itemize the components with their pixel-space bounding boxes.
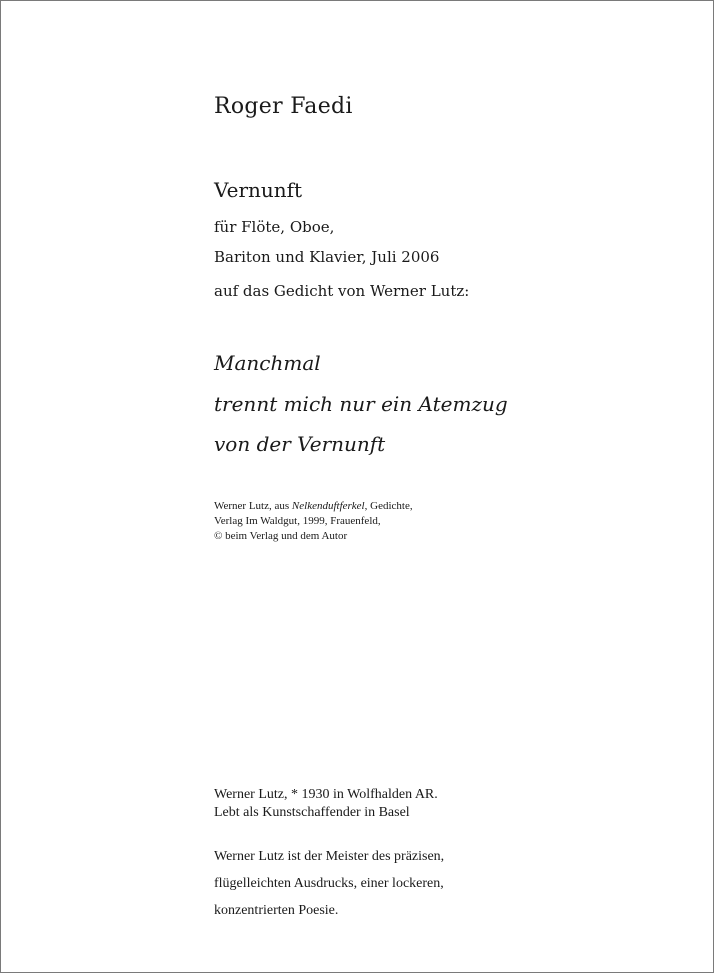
credit-suffix: , Gedichte, bbox=[364, 500, 413, 512]
bio-line: Werner Lutz, * 1930 in Wolfhalden AR. bbox=[214, 787, 438, 802]
credit-prefix: Werner Lutz, aus bbox=[214, 500, 292, 512]
credit-line-1 bbox=[214, 499, 413, 514]
instrumentation-line: für Flöte, Oboe, bbox=[214, 218, 335, 236]
work-title: Vernunft bbox=[214, 178, 303, 202]
credit-line-3: © beim Verlag und dem Autor bbox=[214, 530, 348, 542]
poem-source-line: auf das Gedicht von Werner Lutz: bbox=[214, 282, 470, 300]
poem-line: von der Vernunft bbox=[214, 432, 386, 456]
description-line: Werner Lutz ist der Meister des präzisen, bbox=[214, 849, 445, 864]
instrumentation-date-line: Bariton und Klavier, Juli 2006 bbox=[214, 248, 440, 266]
poem-line: Manchmal bbox=[214, 351, 321, 375]
poet-bio bbox=[214, 786, 438, 822]
poem-line: trennt mich nur ein Atemzug bbox=[214, 392, 508, 416]
description-line: flügelleichten Ausdrucks, einer lockeren, bbox=[214, 876, 444, 891]
credit-line-2: Verlag Im Waldgut, 1999, Frauenfeld, bbox=[214, 515, 381, 527]
description-line: konzentrierten Poesie. bbox=[214, 903, 339, 918]
copyright-credit bbox=[214, 499, 413, 544]
composer-name: Roger Faedi bbox=[214, 94, 353, 119]
book-title: Nelkenduftferkel bbox=[291, 500, 365, 512]
bio-line: Lebt als Kunstschaffender in Basel bbox=[214, 805, 410, 820]
